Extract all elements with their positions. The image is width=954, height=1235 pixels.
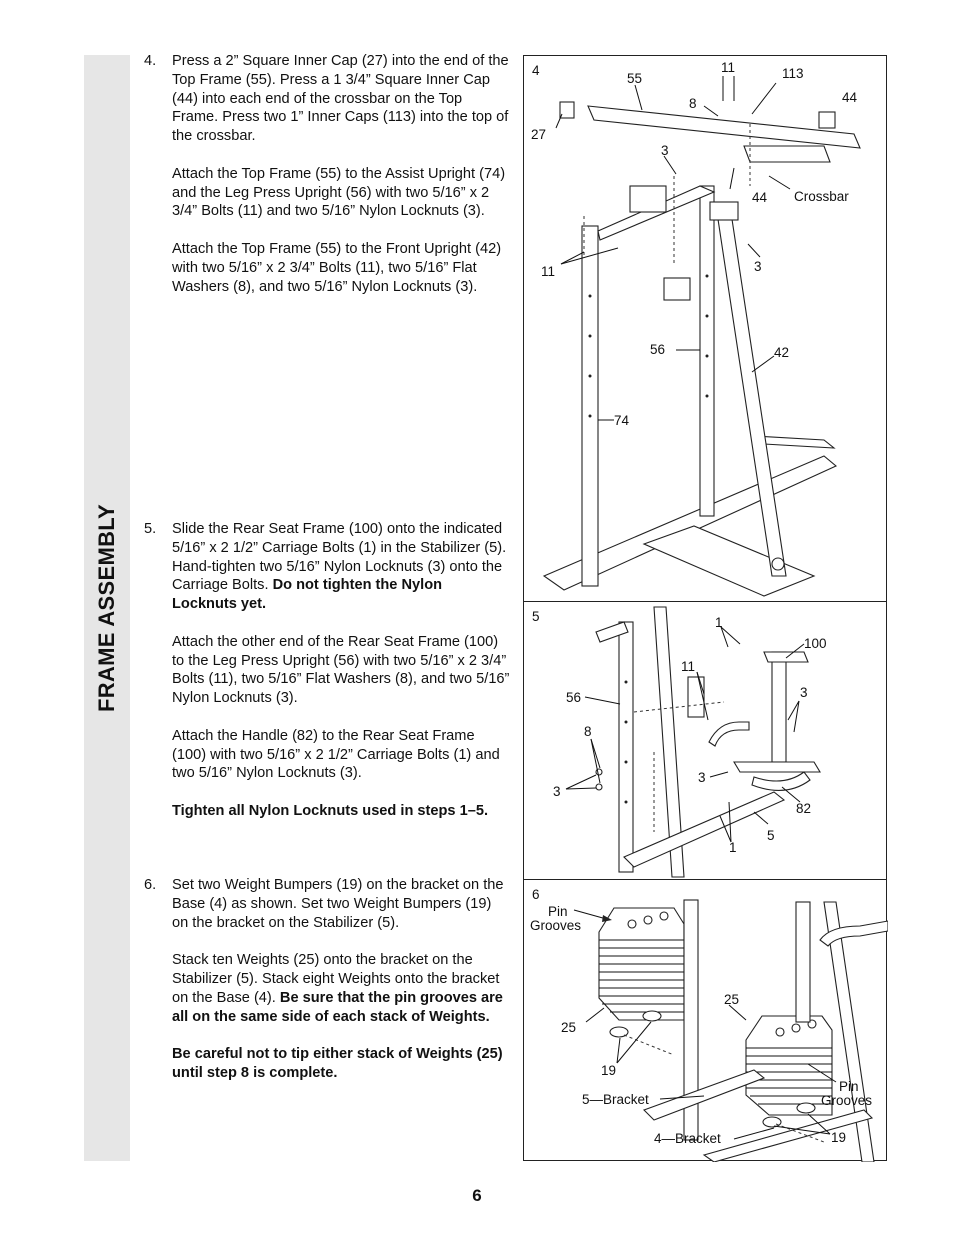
part-label: 3 [754,259,762,274]
step-number: 4. [144,53,157,69]
step-paragraph: Attach the other end of the Rear Seat Frame (100) to the Leg Press Upright (56) with two 5/16” x 2 3/4” Bolts (11), two 5/16” Flat Washers (8), and two 5/16” Nylon Locknuts (3). [172,633,510,707]
part-label: 1 [715,615,723,630]
step-paragraph: Attach the Top Frame (55) to the Front Upright (42) with two 5/16” x 2 3/4” Bolts (11), two 5/16” Flat Washers (8), and two 5/16” Nylon Locknuts (3). [172,240,502,295]
callout-pin-grooves-left: Grooves [530,918,582,933]
part-label: 1 [729,840,737,855]
part-label: 11 [681,659,696,674]
part-label: 19 [831,1130,847,1145]
part-label: 19 [601,1063,617,1078]
figure-4-number: 4 [532,63,540,78]
part-label: 3 [800,685,808,700]
part-label: 74 [614,413,630,428]
step-warning: Tighten all Nylon Locknuts used in steps 1–5. [172,802,488,819]
part-label: 27 [531,127,547,142]
step-number: 5. [144,521,157,537]
figure-6-panel [523,879,887,1161]
page-number: 6 [472,1186,482,1205]
part-label: 55 [627,71,643,86]
step-warning: Be careful not to tip either stack of Weights (25) until step 8 is complete. [172,1046,503,1081]
step-number: 6. [144,877,157,893]
callout-pin-grooves-left: Pin [548,904,568,919]
step-paragraph: Attach the Handle (82) to the Rear Seat Frame (100) with two 5/16” x 2 1/2” Carriage Bolts (1) and two 5/16” Nylon Locknuts (3). [172,727,500,782]
part-label: 8 [584,724,592,739]
step-paragraph: Set two Weight Bumpers (19) on the bracket on the Base (4) as shown. Set two Weight Bumpers (19) on the bracket on the Stabilizer (5). [172,877,504,931]
part-label: 82 [796,801,812,816]
step-paragraph: Press a 2” Square Inner Cap (27) into the end of the Top Frame (55). Press a 1 3/4” Square Inner Cap (44) into each end of the crossbar on the Top Frame. Press two 1” Inner Caps (113) into the top of the crossbar. [172,53,509,145]
figure-4-panel [523,55,887,602]
part-label: 42 [774,345,790,360]
part-label: 56 [566,690,582,705]
figure-5-drawing [524,602,888,881]
part-label: 56 [650,342,666,357]
callout-pin-grooves-right: Grooves [821,1093,873,1108]
step-5 [140,520,510,821]
part-label: 25 [561,1020,577,1035]
figure-6-drawing [524,880,888,1162]
callout-bracket-5: 5—Bracket [582,1092,649,1107]
part-label: 113 [782,66,804,81]
part-label: 11 [541,264,556,279]
step-warning: Do not tighten the Nylon Locknuts yet. [172,577,443,613]
step-text: Stack ten Weights (25) onto the bracket on the Stabilizer (5). Stack eight Weights onto the bracket on the Base (4). [172,952,500,1006]
figure-5-panel [523,601,887,880]
part-label: 3 [661,143,669,158]
step-warning: Be sure that the pin grooves are all on the same side of each stack of Weights. [172,989,503,1025]
figure-4-drawing [524,56,888,603]
figure-5-number: 5 [532,609,540,624]
part-label: 44 [842,90,858,105]
part-label: 100 [804,636,827,651]
part-label: 11 [721,60,736,75]
figure-6-number: 6 [532,887,540,902]
section-title: FRAME ASSEMBLY [94,504,119,712]
step-paragraph: Attach the Top Frame (55) to the Assist Upright (74) and the Leg Press Upright (56) with two 5/16” x 2 3/4” Bolts (11) and two 5/16” Nylon Locknuts (3). [172,165,506,220]
step-paragraph [172,520,510,614]
part-label: 3 [698,770,706,785]
callout-bracket-4: 4—Bracket [654,1131,721,1146]
part-label: 44 [752,190,768,205]
part-label: 5 [767,828,775,843]
part-label: 25 [724,992,740,1007]
step-4 [140,52,510,296]
step-6 [140,876,510,1083]
step-text: Slide the Rear Seat Frame (100) onto the indicated 5/16” x 2 1/2” Carriage Bolts (1) in the Stabilizer (5). Hand-tighten two 5/16” Nylon Locknuts (3) onto the Carriage Bolts. [172,521,507,594]
part-label: Crossbar [794,189,849,204]
callout-pin-grooves-right: Pin [839,1079,859,1094]
step-paragraph [172,951,510,1026]
part-label: 3 [553,784,561,799]
part-label: 8 [689,96,697,111]
